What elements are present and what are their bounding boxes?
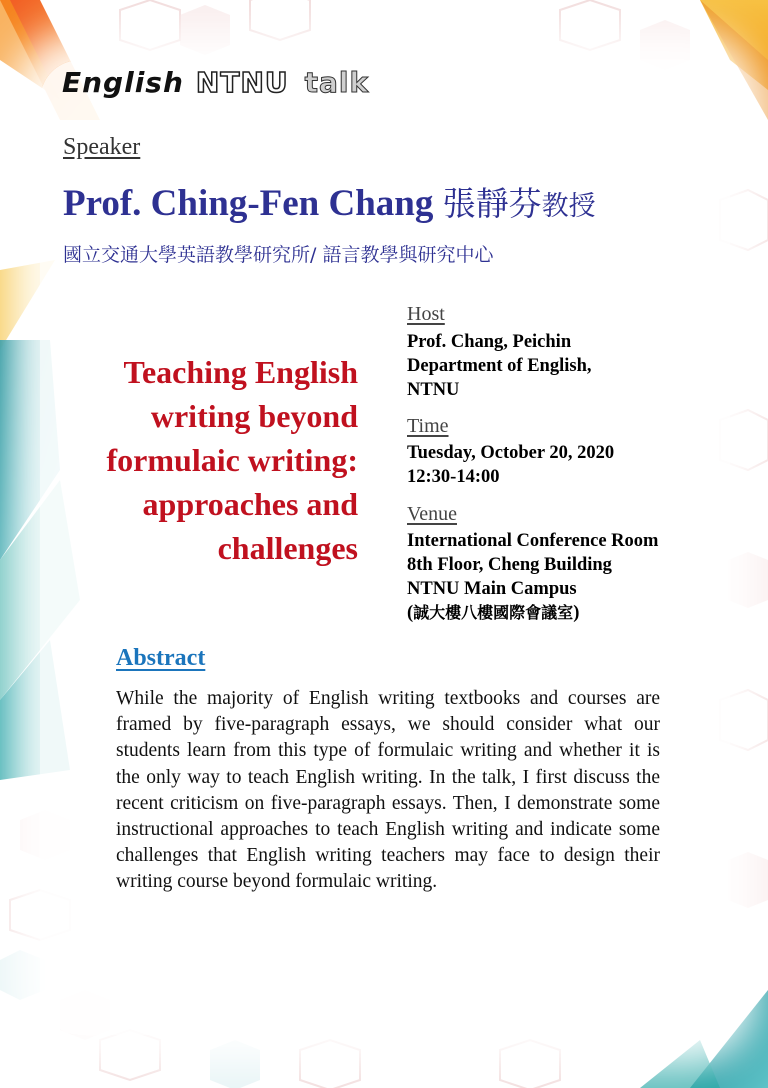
venue-line-cn: [407, 601, 707, 625]
logo-word-ntnu: NTNU: [195, 66, 289, 99]
talk-title: [50, 350, 358, 570]
speaker-label: Speaker: [63, 134, 141, 160]
venue-label: Venue: [407, 503, 457, 525]
abstract-title: Abstract: [116, 645, 206, 671]
talk-title-line: approaches and: [142, 486, 358, 522]
host-line: Prof. Chang, Peichin: [407, 332, 572, 352]
time-hours: 12:30-14:00: [407, 467, 500, 487]
logo-word-talk: talk: [304, 66, 370, 99]
venue-line: NTNU Main Campus: [407, 579, 577, 599]
host-label: Host: [407, 303, 445, 325]
speaker-name-en: Prof. Ching-Fen Chang: [63, 183, 434, 224]
venue-cn-text: 誠大樓八樓國際會議室: [413, 603, 574, 622]
speaker-affiliation: 國立交通大學英語教學研究所/ 語言教學與研究中心: [63, 244, 494, 266]
speaker-name: [63, 178, 596, 225]
talk-title-line: challenges: [217, 530, 358, 566]
time-label: Time: [407, 415, 449, 437]
time-date: Tuesday, October 20, 2020: [407, 443, 615, 463]
venue-cn-close: ): [573, 603, 580, 623]
venue-line: International Conference Room: [407, 531, 659, 551]
english-ntnu-talk-logo: [62, 66, 369, 102]
host-line: NTNU: [407, 380, 460, 400]
speaker-name-cn: 張靜芬: [442, 184, 542, 223]
logo-word-english: English: [62, 66, 184, 99]
abstract-body: While the majority of English writing textbooks and courses are framed by five-paragraph essays, we should consider what our students learn from this type of formulaic writing and whether it is the only way to teach English writing. In the talk, I first discuss the recent criticism on five-paragraph essays. Then, I demonstrate some instructional approaches to teach English writing and indicate some challenges that English writing teachers may face to design their writing course beyond formulaic writing.: [116, 688, 660, 893]
venue-line: 8th Floor, Cheng Building: [407, 555, 612, 575]
time-section: [407, 414, 707, 489]
host-line: Department of English,: [407, 356, 592, 376]
talk-title-line: formulaic writing:: [106, 442, 358, 478]
venue-cn-open: (: [407, 603, 414, 623]
talk-title-line: Teaching English: [123, 354, 358, 390]
host-section: [407, 302, 707, 402]
venue-section: [407, 502, 707, 625]
speaker-title-cn: 教授: [541, 191, 596, 222]
talk-title-line: writing beyond: [150, 398, 358, 434]
